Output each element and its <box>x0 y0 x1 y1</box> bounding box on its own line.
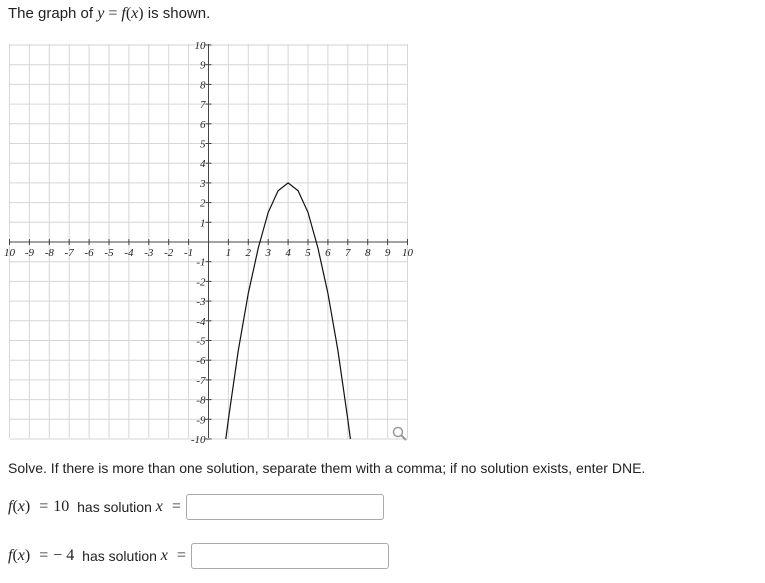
q1-eq: = <box>39 498 49 515</box>
y-tick-label: -4 <box>196 315 206 328</box>
intro-f: f <box>121 5 126 22</box>
x-tick-label: -6 <box>84 247 94 259</box>
x-tick-label: 3 <box>265 247 271 259</box>
x-tick-label: -9 <box>24 247 34 259</box>
intro-prefix: The graph of <box>8 5 98 22</box>
q1-x: x <box>17 498 25 515</box>
y-tick-label: -10 <box>190 434 206 446</box>
y-tick-label: 4 <box>200 158 206 171</box>
x-tick-label: 8 <box>364 247 371 259</box>
q1-text: has solution <box>77 499 152 515</box>
q1-f: f <box>8 498 13 515</box>
question-1 <box>8 494 384 520</box>
x-tick-label: 10 <box>402 247 413 259</box>
x-tick-label: 4 <box>285 247 291 259</box>
y-tick-label: 2 <box>200 197 206 210</box>
y-tick-label: -5 <box>196 335 206 348</box>
q1-var: x <box>155 498 163 515</box>
y-tick-label: 3 <box>200 177 206 190</box>
q2-answer-input[interactable] <box>191 543 389 569</box>
intro-eq: = <box>108 5 118 22</box>
q2-function: f(x) <box>8 547 31 564</box>
x-tick-label: 10 <box>4 247 15 259</box>
q2-eq: = <box>39 547 49 564</box>
y-tick-label: 6 <box>200 118 206 131</box>
x-tick-label: -5 <box>104 247 114 259</box>
q2-f: f <box>8 547 13 564</box>
x-tick-label: -4 <box>124 247 134 259</box>
q1-value: 10 <box>53 498 70 515</box>
question-2 <box>8 543 389 569</box>
intro-y: y <box>97 5 105 22</box>
x-tick-label: -7 <box>64 247 74 259</box>
q1-eq2: = <box>171 498 181 515</box>
x-tick-label: 7 <box>345 247 351 259</box>
x-tick-label: 1 <box>225 247 232 259</box>
y-tick-label: 10 <box>194 40 206 52</box>
y-tick-label: -7 <box>196 374 206 387</box>
x-tick-label: 6 <box>325 247 331 259</box>
q2-var: x <box>160 547 168 564</box>
q2-value: − 4 <box>53 547 75 564</box>
x-tick-label: 9 <box>384 247 391 259</box>
y-tick-label: 7 <box>200 99 206 112</box>
q2-x: x <box>17 547 25 564</box>
x-tick-label: 5 <box>305 247 311 259</box>
y-tick-label: 1 <box>200 217 206 230</box>
x-tick-label: -2 <box>164 247 174 259</box>
y-tick-labels <box>191 40 206 446</box>
x-tick-label: -3 <box>144 247 154 259</box>
x-tick-label: -1 <box>184 247 194 259</box>
intro-suffix: is shown. <box>143 5 211 22</box>
y-tick-label: 8 <box>200 79 206 92</box>
y-tick-label: -8 <box>196 394 206 407</box>
q2-eq2: = <box>176 547 186 564</box>
q1-function: f(x) <box>8 498 31 515</box>
zoom-icon[interactable] <box>394 428 407 441</box>
y-tick-label: 9 <box>200 59 206 72</box>
y-tick-label: -3 <box>196 296 206 309</box>
x-tick-label: 2 <box>245 247 252 259</box>
y-tick-label: -1 <box>196 256 206 269</box>
y-tick-label: -9 <box>196 414 206 427</box>
intro-x: x <box>131 5 139 22</box>
q2-text: has solution <box>82 548 157 564</box>
y-tick-label: -6 <box>196 355 206 368</box>
y-tick-label: -2 <box>196 276 206 289</box>
y-tick-label: 5 <box>200 138 206 151</box>
x-tick-label: -8 <box>44 247 54 259</box>
intro-equation: y = f(x) <box>97 5 144 22</box>
instructions-text: Solve. If there is more than one solution, separate them with a comma; if no solution exists, enter DNE. <box>8 460 646 476</box>
q1-answer-input[interactable] <box>186 494 384 520</box>
